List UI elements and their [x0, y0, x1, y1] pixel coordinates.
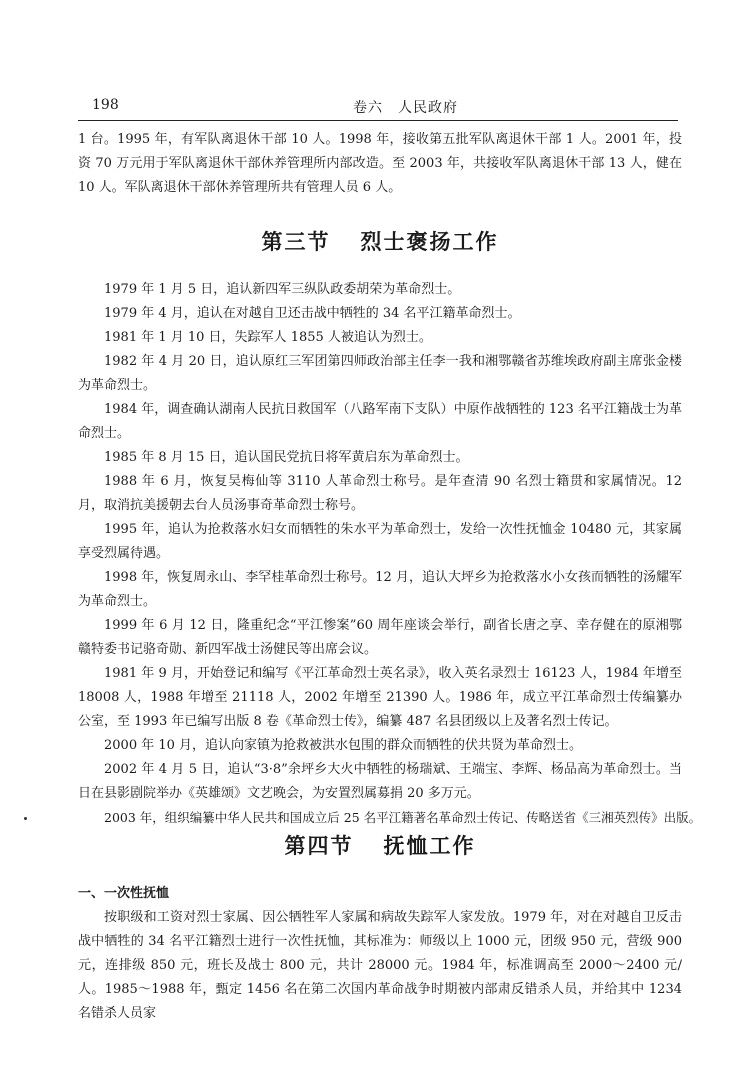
subheading: 一、一次性抚恤: [78, 886, 170, 901]
page-number: 198: [92, 97, 119, 113]
section-title: [78, 826, 682, 866]
paragraph: 1985 年 8 月 15 日，追认国民党抗日将军黄启东为革命烈士。: [104, 450, 469, 465]
scan-speck: [24, 817, 27, 820]
paragraph: 1982 年 4 月 20 日，追认原红三军团第四师政治部主任李一我和湘鄂赣省苏维埃政府副主席张金楼为革命烈士。: [78, 354, 682, 393]
section-4-body: [78, 882, 682, 1026]
running-title: 卷六 人民政府: [353, 100, 458, 116]
paragraph: 1981 年 9 月，开始登记和编写《平江革命烈士英名录》，收入英名录烈士 16123 人，1984 年增至 18008 人，1988 年增至 21118 人，2002 年增至 21390 人。1986 年，成立平江革命烈士传编纂办公室，至 1993 年已编写出版 8 卷《革命烈士传》，编纂 487 名县团级以上及著名烈士传记。: [78, 666, 682, 729]
section-name: 抚恤工作: [383, 834, 476, 858]
header-rule: [78, 120, 678, 121]
section-3-body: [78, 278, 702, 830]
paragraph: 1999 年 6 月 12 日，隆重纪念“平江惨案”60 周年座谈会举行，副省长唐之享、幸存健在的原湘鄂赣特委书记骆奇勋、新四军战士汤健民等出席会议。: [78, 618, 682, 657]
paragraph: 2003 年，组织编纂中华人民共和国成立后 25 名平江籍著名革命烈士传记、传略送省《三湘英烈传》出版。: [104, 810, 702, 825]
paragraph: 1995 年，追认为抢救落水妇女而牺牲的朱水平为革命烈士，发给一次性抚恤金 10480 元，其家属享受烈属待遇。: [78, 522, 682, 561]
section-4-heading: [78, 826, 682, 866]
paragraph: 按职级和工资对烈士家属、因公牺牲军人家属和病故失踪军人家发放。1979 年，对在对越自卫反击战中牺牲的 34 名平江籍烈士进行一次性抚恤，其标准为：师级以上 1000 元，团级 950 元，营级 900 元，连排级 850 元，班长及战士 800 元，共计 28000 元。1984 年，标准调高至 2000～2400 元/人。1985～1988 年，甄定 1456 名在第二次国内革命战争时期被内部肃反错杀人员，并给其中 1234 名错杀人员家: [78, 910, 682, 1021]
paragraph: 1979 年 4 月，追认在对越自卫还击战中牺牲的 34 名平江籍革命烈士。: [104, 306, 521, 321]
paragraph: 1988 年 6 月，恢复吴梅仙等 3110 人革命烈士称号。是年查清 90 名烈士籍贯和家属情况。12 月，取消抗美援朝去台人员汤事奇革命烈士称号。: [78, 474, 682, 513]
intro-paragraph: 1 台。1995 年，有军队离退休干部 10 人。1998 年，接收第五批军队离退休干部 1 人。2001 年，投资 70 万元用于军队离退休干部休养管理所内部改造。至 2003 年，共接收军队离退休干部 13 人，健在 10 人。军队离退休干部休养管理所共有管理人员 6 人。: [78, 132, 682, 195]
paragraph: 1984 年，调查确认湖南人民抗日救国军（八路军南下支队）中原作战牺牲的 123 名平江籍战士为革命烈士。: [78, 402, 682, 441]
section-title: [78, 222, 682, 262]
paragraph: 2000 年 10 月，追认向家镇为抢救被洪水包围的群众而牺牲的伏共贤为革命烈士。: [104, 738, 583, 753]
section-3-heading: [78, 222, 682, 262]
paragraph: 1998 年，恢复周永山、李罕桂革命烈士称号。12 月，追认大坪乡为抢救落水小女孩而牺牲的汤耀军为革命烈士。: [78, 570, 682, 609]
section-name: 烈士褒扬工作: [360, 230, 499, 254]
section-number: 第四节: [284, 834, 354, 858]
page-header: [78, 97, 678, 117]
paragraph: 2002 年 4 月 5 日，追认“3·8”余坪乡大火中牺牲的杨瑞斌、王端宝、李辉、杨品高为革命烈士。当日在县影剧院举办《英雄颂》文艺晚会，为安置烈属募捐 20 多万元。: [78, 762, 682, 801]
intro-block: [78, 128, 682, 200]
paragraph: 1979 年 1 月 5 日，追认新四军三纵队政委胡荣为革命烈士。: [104, 282, 461, 297]
section-number: 第三节: [261, 230, 331, 254]
paragraph: 1981 年 1 月 10 日，失踪军人 1855 人被追认为烈士。: [104, 330, 432, 345]
